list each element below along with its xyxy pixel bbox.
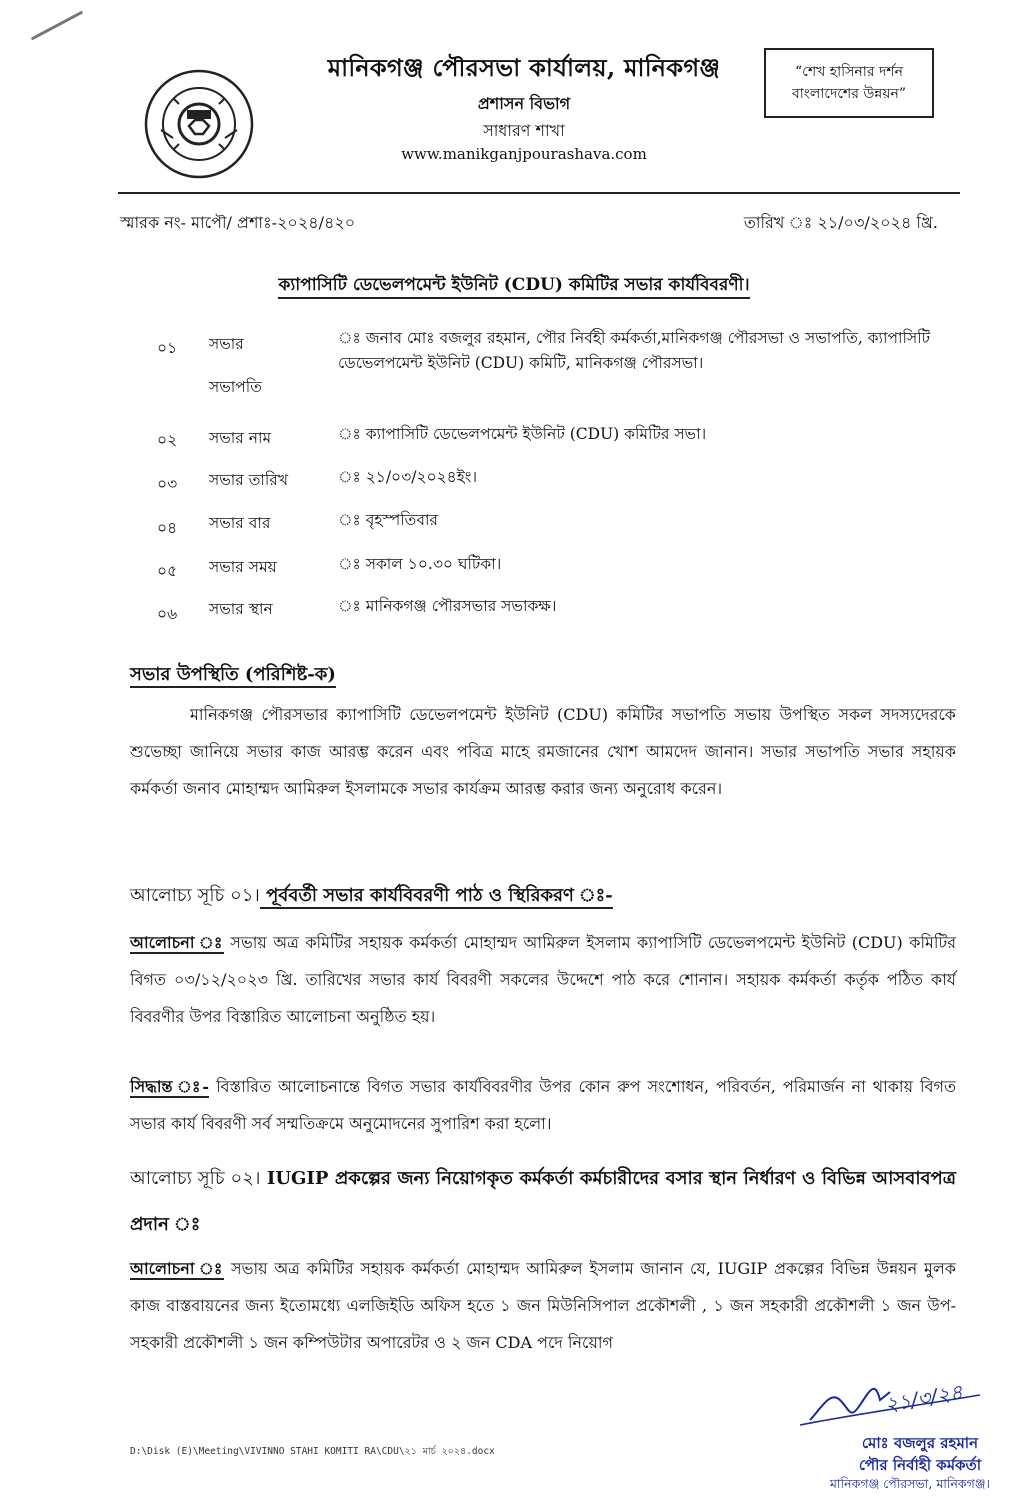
info-label: সভার <box>209 335 244 353</box>
memo-date: তারিখ ঃ ২১/০৩/২০২৪ খ্রি. <box>743 213 938 232</box>
discussion-label: আলোচনা ঃ <box>130 1259 225 1278</box>
slogan-line-2: বাংলাদেশের উন্নয়ন” <box>791 86 907 102</box>
info-num: ০৬ <box>157 605 178 623</box>
info-label-2: সভাপতি <box>209 378 262 396</box>
agenda-1-heading: আলোচ্য সূচি ০১। পূর্ববর্তী সভার কার্যবিবরণী পাঠ ও স্থিরিকরণ ঃ- <box>130 881 613 912</box>
info-value-time: ঃ সকাল ১০.৩০ ঘটিকা। <box>338 555 502 573</box>
info-num: ০৪ <box>157 519 178 537</box>
signatory-block <box>820 1432 1020 1476</box>
signatory-title: পৌর নির্বাহী কর্মকর্তা <box>858 1456 982 1474</box>
handwritten-signature <box>780 1370 1000 1430</box>
info-num: ০২ <box>157 431 178 449</box>
attendance-paragraph: মানিকগঞ্জ পৌরসভার ক্যাপাসিটি ডেভেলপমেন্ট ইউনিট (CDU) কমিটির সভাপতি সভায় উপস্থিত সকল সদস্যদেরকে শুভেচ্ছা জানিয়ে সভার কাজ আরম্ভ করেন এবং পবিত্র মাহে রমজানের খোশ আমদেদ জানান। সভার সভাপতি সভার সহায়ক কর্মকর্তা জনাব মোহাম্মদ আমিরুল ইসলামকে সভার কার্যক্রম আরম্ভ করার জন্য অনুরোধ করেন। <box>130 705 956 798</box>
agenda-1-discussion: আলোচনা ঃ সভায় অত্র কমিটির সহায়ক কর্মকর্তা মোহাম্মদ আমিরুল ইসলাম ক্যাপাসিটি ডেভেলপমেন্ট ইউনিট (CDU) কমিটির বিগত ০৩/১২/২০২৩ খ্রি. তারিখের সভার কার্য বিবরণী সকলের উদ্দেশে পাঠ করে শোনান। সহায়ক কর্মকর্তা কর্তৃক পঠিত কার্য বিবরণীর উপর বিস্তারিত আলোচনা অনুষ্ঠিত হয়। <box>130 933 956 1026</box>
signatory-organization: মানিকগঞ্জ পৌরসভা, মানিকগঞ্জ। <box>829 1476 991 1491</box>
info-value-venue: ঃ মানিকগঞ্জ পৌরসভার সভাকক্ষ। <box>338 597 557 615</box>
branch-name: সাধারণ শাখা <box>483 121 565 140</box>
agenda-2-discussion: আলোচনা ঃ সভায় অত্র কমিটির সহায়ক কর্মকর্তা মোহাম্মদ আমিরুল ইসলাম জানান যে, IUGIP প্রকল্পের বিভিন্ন উন্নয়ন মুলক কাজ বাস্তবায়নের জন্য ইতোমধ্যে এলজিইডি অফিস হতে ১ জন মিউনিসিপাল প্রকৌশলী , ১ জন সহকারী প্রকৌশলী ১ জন উপ-সহকারী প্রকৌশলী ১ জন কম্পিউটার অপারেটর ও ২ জন CDA পদে নিয়োগ <box>130 1259 957 1352</box>
office-title: মানিকগঞ্জ পৌরসভা কার্যালয়, মানিকগঞ্জ <box>327 53 721 82</box>
info-num: ০১ <box>157 339 178 357</box>
info-label: সভার বার <box>209 514 271 532</box>
file-path: D:\Disk (E)\Meeting\VIVINNO STAHI KOMITI RA\CDU\২১ মার্চ ২০২৪.docx <box>130 1446 495 1457</box>
info-value-meeting-name: ঃ ক্যাপাসিটি ডেভেলপমেন্ট ইউনিট (CDU) কমিটির সভা। <box>338 425 707 443</box>
discussion-label: আলোচনা ঃ <box>130 933 224 952</box>
info-label: সভার স্থান <box>209 600 273 618</box>
scan-mark <box>31 11 84 41</box>
info-value-day: ঃ বৃহস্পতিবার <box>338 511 438 529</box>
website-text: www.manikganjpourashava.com <box>401 145 647 163</box>
signatory-name: মোঃ বজলুর রহমান <box>861 1434 979 1452</box>
info-label: সভার তারিখ <box>209 471 289 489</box>
memo-reference: স্মারক নং- মাপৌ/ প্রশাঃ-২০২৪/৪২০ <box>120 213 356 232</box>
svg-text:২১/৩/২৪: ২১/৩/২৪ <box>883 1379 965 1417</box>
info-label: সভার সময় <box>209 558 277 576</box>
info-value-date: ঃ ২১/০৩/২০২৪ইং। <box>338 468 478 486</box>
info-value-chairperson: ঃ জনাব মোঃ বজলুর রহমান, পৌর নির্বহী কর্মকর্তা,মানিকগঞ্জ পৌরসভা ও সভাপতি, ক্যাপাসিটি ডেভেলপমেন্ট ইউনিট (CDU) কমিটি, মানিকগঞ্জ পৌরসভা। <box>338 329 931 372</box>
info-num: ০৩ <box>157 475 178 493</box>
agenda-2-heading: আলোচ্য সূচি ০২। IUGIP প্রকল্পের জন্য নিয়োগকৃত কর্মকর্তা কর্মচারীদের বসার স্থান নির্ধারণ ও বিভিন্ন আসবাবপত্র প্রদান ঃ <box>130 1168 957 1235</box>
info-num: ০৫ <box>157 562 178 580</box>
header-divider <box>118 192 960 194</box>
attendance-heading: সভার উপস্থিতি (পরিশিষ্ট-ক) <box>130 660 336 691</box>
info-label: সভার নাম <box>209 429 272 447</box>
subject-text: ক্যাপাসিটি ডেভেলপমেন্ট ইউনিট (CDU) কমিটির সভার কার্যবিবরণী। <box>278 275 749 299</box>
document-subject <box>0 272 1028 300</box>
department-name: প্রশাসন বিভাগ <box>477 94 571 113</box>
slogan-box <box>764 48 934 118</box>
slogan-line-1: “শেখ হাসিনার দর্শন <box>795 64 903 80</box>
decision-label: সিদ্ধান্ত ঃ- <box>130 1077 210 1096</box>
agenda-1-decision: সিদ্ধান্ত ঃ- বিস্তারিত আলোচনান্তে বিগত সভার কার্যবিবরণীর উপর কোন রুপ সংশোধন, পরিবর্তন, পরিমার্জন না থাকায় বিগত সভার কার্য বিবরণী সর্ব সম্মতিক্রমে অনুমোদনের সুপারিশ করা হলো। <box>130 1077 956 1133</box>
